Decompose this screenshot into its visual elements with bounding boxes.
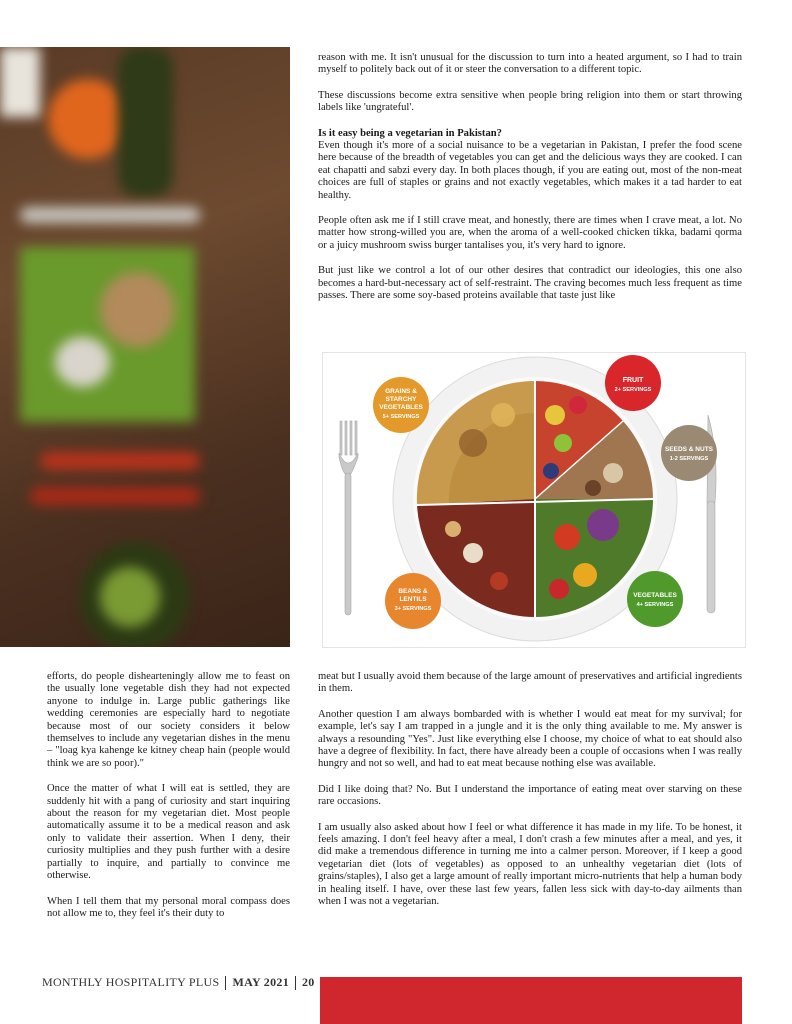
footer-accent-bar (320, 977, 742, 1024)
label-grains (373, 377, 429, 433)
veg-dot (549, 579, 569, 599)
paragraph: People often ask me if I still crave meat, and honestly, there are times when I crave meat, a lot. No matter how strong-willed you are, when the aroma of a well-cooked chicken tikka, badami qorma or a juicy mushroom swiss burger tantalises you, it's very hard to ignore. (318, 215, 742, 251)
label-vegetables (627, 571, 683, 627)
label-title: GRAINS & (385, 388, 417, 395)
article-column-left (47, 671, 290, 933)
label-title: STARCHY (385, 396, 417, 403)
beans-dot (445, 521, 461, 537)
label-title: VEGETABLES (633, 592, 677, 599)
grains-dot (491, 403, 515, 427)
article-column-right (318, 671, 742, 922)
fruit-dot (543, 463, 559, 479)
paragraph: These discussions become extra sensitive when people bring religion into them or start throwing labels like 'ungrateful'. (318, 89, 742, 114)
label-title: FRUIT (622, 377, 644, 384)
paragraph: Once the matter of what I will eat is settled, they are suddenly hit with a pang of curiosity and start inquiring about the reason for my vegetarian diet. Most people automatically assume it to be a medical reason and ask only to validate their assertion. When I deny, their curiosity multiplies and they push further with a desire partially to inquire, and partially to convince me otherwise. (47, 783, 290, 882)
paragraph: Did I like doing that? No. But I understand the importance of eating meat over starving on these rare occasions. (318, 783, 742, 808)
nuts-dot (585, 480, 601, 496)
paragraph: Even though it's more of a social nuisance to be a vegetarian in Pakistan, I prefer the food scene here because of the breadth of vegetables you can get and the delicious ways they are cooked. I can eat chapatti and sabzi every day. In both places though, if you are eating out, most of the non-meat choices are full of staples or grains and not exactly vegetables, which makes it a tad harder to eat healthy. (318, 140, 742, 201)
nuts-dot (603, 463, 623, 483)
label-servings: 2+ SERVINGS (614, 387, 652, 393)
label-servings: 3+ SERVINGS (394, 606, 432, 612)
label-title: VEGETABLES (379, 404, 423, 411)
veg-dot (573, 563, 597, 587)
footer-divider (295, 976, 296, 990)
paragraph: When I tell them that my personal moral compass does not allow me to, they feel it's their duty to (47, 895, 290, 919)
label-seeds-nuts (661, 425, 717, 481)
paragraph: reason with me. It isn't unusual for the discussion to turn into a heated argument, so I had to train myself to politely back out of it or steer the conversation to a different topic. (318, 52, 742, 76)
label-servings: 1-2 SERVINGS (669, 456, 709, 462)
veg-dot (587, 509, 619, 541)
page-footer (42, 975, 315, 990)
label-servings: 5+ SERVINGS (382, 414, 420, 420)
label-servings: 4+ SERVINGS (636, 602, 674, 608)
label-title: LENTILS (399, 596, 427, 603)
page-number: 20 (302, 975, 315, 989)
article-column-top (318, 52, 742, 316)
veg-dot (554, 524, 580, 550)
healthy-plate-infographic (322, 352, 746, 648)
fruit-dot (569, 396, 587, 414)
grains-dot (459, 429, 487, 457)
paragraph: efforts, do people dishearteningly allow me to feast on the usually lone vegetable dish they had not expected anyone to indulge in. Large public gatherings like wedding ceremonies are especially hard to negotiate because most of our society considers it below themselves to include any vegetarian dishes in the menu – "loag kya kahenge ke kitney cheap hain (people would think we are so poor)." (47, 671, 290, 769)
paragraph: meat but I usually avoid them because of the large amount of preservatives and artificial ingredients in them. (318, 671, 742, 695)
paragraph: But just like we control a lot of our other desires that contradict our ideologies, this one also becomes a hard-but-necessary act of self-restraint. The craving becomes much less frequent as time passes. There are some soy-based proteins available that taste just like (318, 265, 742, 302)
label-bubble (627, 571, 683, 627)
label-title: BEANS & (398, 588, 428, 595)
section-heading: Is it easy being a vegetarian in Pakistan? (318, 127, 502, 139)
food-photo (0, 47, 290, 647)
label-bubble (661, 425, 717, 481)
label-title: SEEDS & NUTS (664, 446, 714, 453)
fruit-dot (554, 434, 572, 452)
label-beans-lentils (385, 573, 441, 629)
plate-svg (323, 353, 745, 647)
publication-name: MONTHLY HOSPITALITY PLUS (42, 975, 220, 989)
fruit-dot (545, 405, 565, 425)
label-fruit (605, 355, 661, 411)
issue-date: MAY 2021 (232, 975, 289, 989)
paragraph: Another question I am always bombarded with is whether I would eat meat for my survival; for example, let's say I am trapped in a jungle and it is the only thing available to me. My answer is always a resounding "Yes". Just like everything else I choose, my choice of what to eat should also have a degree of flexibility. In fact, there have already been a couple of occasions when I was really hungry and not so well, and had to eat meat because nothing else was available. (318, 708, 742, 770)
footer-divider (225, 976, 226, 990)
beans-dot (490, 572, 508, 590)
paragraph: I am usually also asked about how I feel or what difference it has made in my life. To be honest, it feels amazing. I don't feel heavy after a meal, I don't crash a few minutes after a meal, and yes, it did make a tremendous difference in turning me into a calmer person. Moreover, if I keep a good vegetarian diet (lots of vegetables) as opposed to an unhealthy vegetarian diet (lots of grains/staples), I also get a large amount of really important micro-nutrients that help a human body in healing itself. I have, over these last few years, fallen less sick with day-to-day ailments than when I was not a vegetarian. (318, 821, 742, 908)
beans-dot (463, 543, 483, 563)
fork-icon (339, 421, 358, 615)
